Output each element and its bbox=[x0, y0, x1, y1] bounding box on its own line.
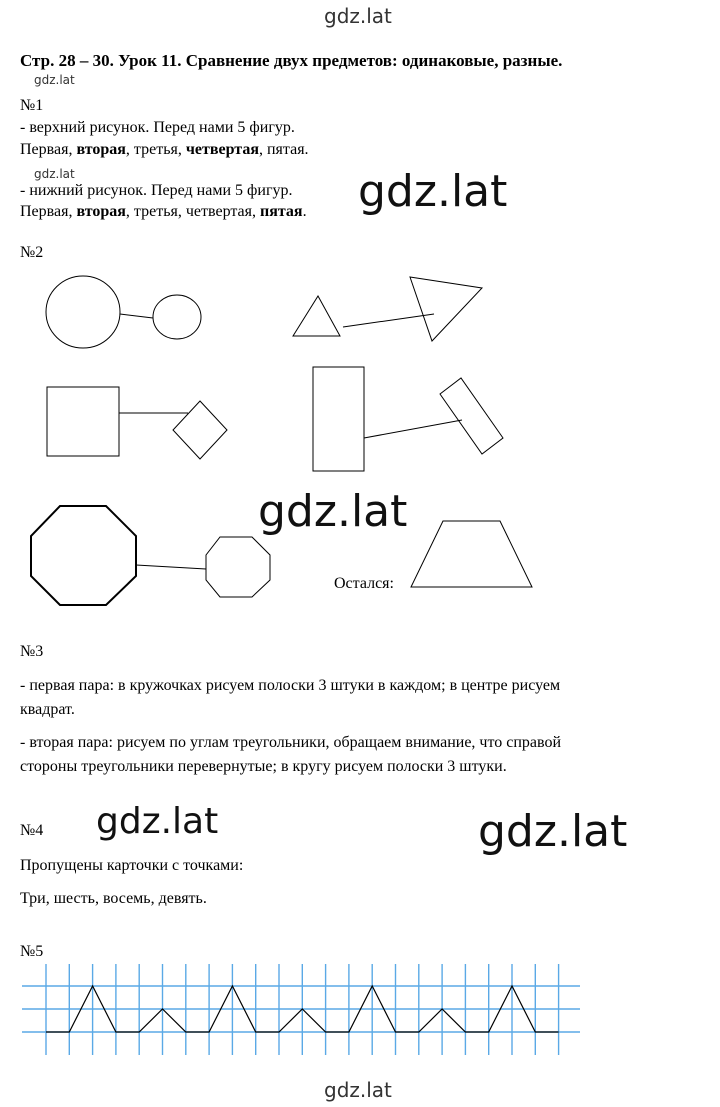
task-1-top-line: - верхний рисунок. Перед нами 5 фигур. bbox=[20, 119, 295, 136]
trapezoid-shape bbox=[411, 521, 532, 587]
watermark-big-4: gdz.lat bbox=[478, 806, 628, 857]
task-4-line-1: Пропущены карточки с точками: bbox=[20, 857, 244, 874]
diamond-shape bbox=[173, 401, 227, 459]
task-3-pair-2-line-2: стороны треугольники перевернутые; в кругу рисуем полоски 3 штуки. bbox=[20, 758, 507, 775]
watermark-big-2: gdz.lat bbox=[258, 486, 408, 537]
connector-line bbox=[364, 420, 462, 438]
small-triangle-shape bbox=[293, 296, 340, 336]
connector-line bbox=[343, 314, 434, 327]
word-bold: вторая bbox=[76, 203, 126, 220]
watermark-under-title: gdz.lat bbox=[34, 73, 75, 87]
task-4-line-2: Три, шесть, восемь, девять. bbox=[20, 890, 207, 907]
big-octagon-shape bbox=[31, 506, 136, 605]
task-3-pair-1-line-2: квадрат. bbox=[20, 701, 75, 718]
watermark-under-n1: gdz.lat bbox=[34, 167, 75, 181]
big-circle-shape bbox=[46, 276, 120, 348]
tilted-rectangle-shape bbox=[440, 378, 503, 454]
word: , пятая. bbox=[258, 141, 309, 158]
small-octagon-shape bbox=[206, 537, 270, 597]
word: Первая, bbox=[20, 203, 77, 220]
grid-paper bbox=[22, 964, 580, 1055]
word-bold: пятая bbox=[260, 203, 303, 220]
page-title: Стр. 28 – 30. Урок 11. Сравнение двух предметов: одинаковые, разные. bbox=[20, 51, 563, 70]
task-3-pair-2-line-1: - вторая пара: рисуем по углам треугольники, обращаем внимание, что справой bbox=[20, 734, 562, 751]
word: , третья, четвертая, bbox=[125, 203, 260, 220]
task-4-label: №4 bbox=[20, 822, 44, 839]
word: Первая, bbox=[20, 141, 77, 158]
connector-line bbox=[136, 565, 206, 569]
task-3-label: №3 bbox=[20, 643, 44, 660]
word-bold: четвертая bbox=[185, 141, 259, 158]
remaining-label: Остался: bbox=[334, 575, 394, 592]
task-1-label: №1 bbox=[20, 97, 44, 114]
word: . bbox=[302, 203, 307, 220]
task-2-label: №2 bbox=[20, 244, 44, 261]
big-square-shape bbox=[47, 387, 119, 456]
small-circle-shape bbox=[153, 295, 201, 339]
task-1-bottom-line: - нижний рисунок. Перед нами 5 фигур. bbox=[20, 182, 293, 199]
task-5-label: №5 bbox=[20, 943, 44, 960]
task-3-pair-1-line-1: - первая пара: в кружочках рисуем полоски 3 штуки в каждом; в центре рисуем bbox=[20, 677, 561, 694]
watermark-big-3: gdz.lat bbox=[96, 801, 219, 842]
word-bold: вторая bbox=[76, 141, 126, 158]
large-triangle-shape bbox=[410, 277, 482, 341]
watermark-top: gdz.lat bbox=[324, 4, 392, 28]
tall-rectangle-shape bbox=[313, 367, 364, 471]
word: , третья, bbox=[125, 141, 186, 158]
watermark-bottom: gdz.lat bbox=[324, 1078, 392, 1102]
connector-line bbox=[120, 314, 153, 318]
watermark-big-1: gdz.lat bbox=[358, 166, 508, 217]
